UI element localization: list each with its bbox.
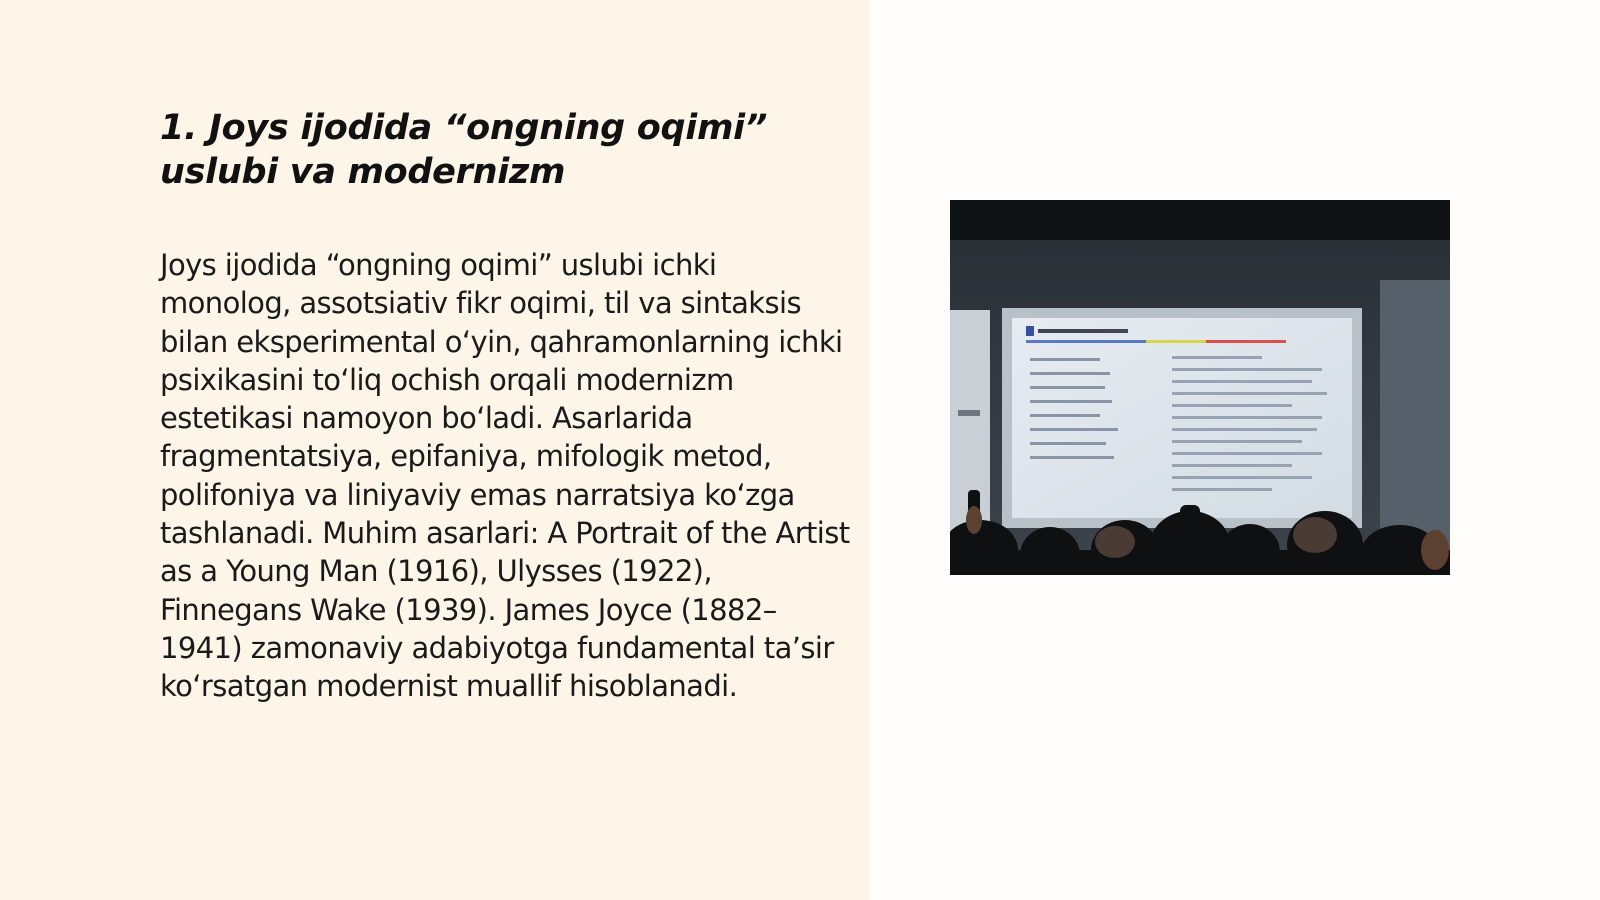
slide-title: 1. Joys ijodida “ongning oqimi” uslubi va modernizm [160, 108, 768, 192]
conference-photo [950, 200, 1450, 575]
slide-body-text: Joys ijodida “ongning oqimi” uslubi ichki monolog, assotsiativ fikr oqimi, til va sintaksis bilan eksperimental o‘yin, qahramonlarning ichki psixikasini to‘liq ochish orqali modernizm estetikasi namoyon bo‘ladi. Asarlarida fragmentatsiya, epifaniya, mifologik metod, polifoniya va liniyaviy emas narratsiya ko‘zga tashlanadi. Muhim asarlari: A Portrait of the Artist as a Young Man (1916), Ulysses (1922), Finnegans Wake (1939). James Joyce (1882–1941) zamonaviy adabiyotga fundamental ta’sir ko‘rsatgan modernist muallif hisoblanadi. [160, 248, 850, 704]
